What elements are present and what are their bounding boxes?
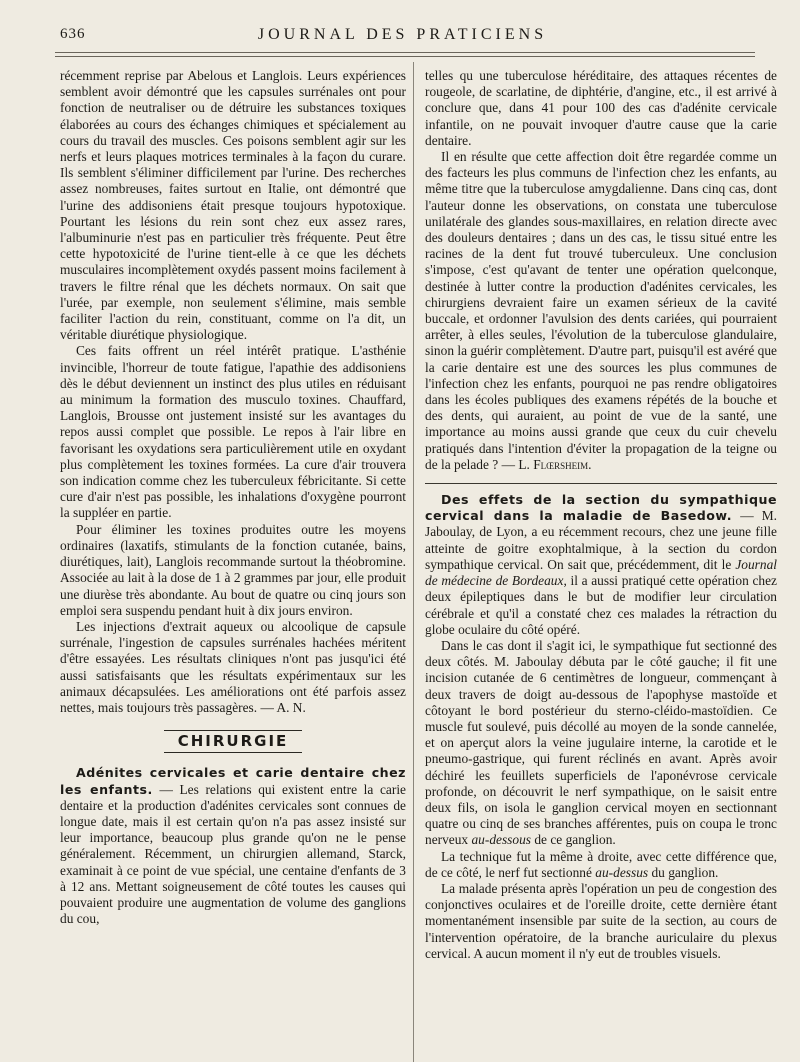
article-basedow-rest: , il a aussi pratiqué cette opération chez deux épileptiques dans le but de modifier leur circulation cérébrale et qu'il a constaté chez ces malades la rétraction du globe oculaire du côté opéré. [425, 573, 777, 637]
article-adenites-text: — Les relations qui existent entre la carie dentaire et la production d'adénites cervicales sont connues de longue date, mais il est certain qu'on n'a pas assez insisté sur leur importance, beaucoup plus grande qu'on ne le pense généralement. Récemment, un chirurgien allemand, Starck, examinait à ce point de vue spécial, une centaine d'enfants de 3 à 12 ans. Mettant soigneusement de côté toutes les causes qui pouvaient produire une augmentation de volume des ganglions du cou, [60, 781, 406, 927]
right-continuation: telles qu une tuberculose héréditaire, des attaques récentes de rougeole, de scarlatine, de diphtérie, d'angine, etc., il est arrivé à conclure que, dans 41 pour 100 des cas d'adénite cervicale infantile, on ne pouvait invoquer d'autre cause que la carie dentaire. [425, 68, 777, 148]
article-basedow-title: Des effets de la section du sympathique cervical dans la maladie de Basedow. [425, 492, 777, 524]
right-paragraph-5-text: La technique fut la même à droite, avec cette différence que, de ce côté, le nerf fut sectionné [425, 848, 777, 880]
article-adenites [60, 765, 406, 927]
right-paragraph-4-end: de ce ganglion. [531, 832, 616, 848]
journal-citation: Journal de médecine de Bordeaux [425, 556, 777, 589]
left-paragraph-1: récemment reprise par Abelous et Langlois. Leurs expériences semblent avoir démontré que les capsules surrénales ont pour fonction de neutraliser ou de détruire les substances toxiques élaborées au cours des échanges chimiques et spécialement au cours du travail des muscles. Ces poisons semblent agir sur les nerfs et leurs plaques motrices terminales à la façon du curare. Ils semblent s'éliminer difficilement par l'urine. Des recherches assez nombreuses, faites surtout en Italie, ont démontré que l'urine des addisoniens était presque toujours hypotoxique. Pourtant les lésions du rein sont chez eux assez rares, l'albuminurie n'est pas en particulier très fréquente. Peut être cette hypotoxicité de l'urine tient-elle à ce que les déchets musculaires incomplètement oxydés passent moins facilement à travers le filtre rénal que les déchets normaux. On sait que l'urée, par exemple, non seulement s'élimine, mais semble faciliter l'action du rein, constituant, comme on l'a dit, un véritable diurétique physiologique. [60, 68, 406, 343]
article-adenites-title: Adénites cervicales et carie dentaire chez les enfants. [60, 765, 406, 797]
right-paragraph-2 [425, 149, 777, 473]
page-number: 636 [60, 26, 86, 42]
emphasis-au-dessus: au-dessus [595, 864, 649, 880]
section-heading-label: CHIRURGIE [164, 730, 303, 753]
section-heading [60, 730, 406, 753]
right-paragraph-5 [425, 849, 777, 881]
article-basedow-lead: — M. Jaboulay, de Lyon, a eu récemment recours, chez une jeune fille atteinte de goitre exophtalmique, à la section du cordon sympathique cervical. On sait que, précédemment, dit le [425, 508, 777, 572]
left-column [60, 68, 406, 927]
author-signature: Flœrsheim. [533, 456, 592, 472]
page-header [50, 26, 755, 48]
journal-title: JOURNAL DES PRATICIENS [257, 26, 548, 43]
left-paragraph-2: Ces faits offrent un réel intérêt pratique. L'asthénie invincible, l'horreur de toute fatigue, l'apathie des addisoniens dès le début deviennent un instinct des plus utiles en réduisant au minimum la formation des musculo toxines. Chauffard, Langlois, Brousse ont justement insisté sur les avantages du repos aussi complet que possible. Le repos à l'air libre en favorisant les oxydations sera particulièrement utile en oxydant plus complètement les toxines formées. La cure d'air trouvera son indication comme chez les tuberculeux fébricitante. Si cette cure d'air n'est pas possible, les inhalations d'oxygène pourront la suppléer en partie. [60, 343, 406, 521]
right-paragraph-4 [425, 638, 777, 849]
header-rule-top [55, 52, 755, 53]
right-paragraph-6: La malade présenta après l'opération un peu de congestion des conjonctives oculaires et de l'oreille droite, cette dernière étant momentanément insensible par suite de la section, au cours de l'intervention opératoire, de la branche auriculaire du plexus cervical. A aucun moment il n'y eut de troubles visuels. [425, 880, 777, 961]
left-paragraph-4: Les injections d'extrait aqueux ou alcoolique de capsule surrénale, l'ingestion de capsules surrénales hachées méritent d'être essayées. Les résultats cliniques n'ont pas jusqu'ici été aussi satisfaisants que les résultats expérimentaux sur les animaux décapsulées. Les améliorations ont été parfois assez nettes, mais toujours très passagères. — A. N. [60, 618, 406, 715]
right-paragraph-5-end: du ganglion. [648, 864, 719, 880]
header-rule-bottom [55, 56, 755, 57]
article-separator [425, 483, 777, 484]
emphasis-au-dessous: au-dessous [471, 832, 531, 848]
article-basedow [425, 492, 777, 638]
right-column [425, 68, 777, 962]
column-divider [413, 62, 414, 1062]
right-paragraph-2-text: Il en résulte que cette affection doit être regardée comme un des facteurs les plus communs de l'infection chez les enfants, au même titre que la tuberculose amygdalienne. Dans cinq cas, dont l'auteur donne les observations, on constata une tuberculose unilatérale des glandes sous-maxillaires, en relation directe avec des douleurs dentaires ; dans un des cas, le tissu situé entre les racines de la dent fut trouvé tuberculeux. Une conclusion s'impose, c'est qu'avant de tenter une opération quelconque, destinée à lutter contre la production d'adénites cervicales, les chirurgiens devraient faire un examen sérieux de la cavité buccale, et ordonner l'avulsion des dents cariées, qui pourraient arrêter, à elles seules, l'évolution de la tuberculose glandulaire, sinon la guérir complètement. D'autre part, puisqu'il est avéré que la carie dentaire est une des sources les plus communes de l'infection chez les enfants, pourquoi ne pas rendre obligatoires dans les écoles publiques des examens répétés de la bouche et des dents, qui auraient, au point de vue de la santé, une importance au moins aussi grande que ceux du cuir chevelu pratiqués dans l'intention d'éviter la propagation de la teigne ou de la pelade ? — L. [425, 149, 777, 472]
right-paragraph-4-text: Dans le cas dont il s'agit ici, le sympathique fut sectionné des deux côtés. M. Jaboulay débuta par le côté gauche; il fit une incision cutanée de 6 centimètres de longueur, commençant à deux travers de doigt au-dessous de l'apophyse mastoïde et côtoyant le bord postérieur du sterno-cléido-mastoïdien. Ce muscle fut soulevé, puis décollé au moyen de la sonde cannelée, et on aperçut alors la veine jugulaire interne, la carotide et le pneumo-gastrique, qui furent réclinés en avant. Après avoir déchiré les feuillets superficiels de l'aponévrose cervicale profonde, on découvrit le nerf sympathique, on le saisit entre deux fils, on isola le ganglion cervical moyen en sectionnant quatre ou cinq de ses branches afférentes, puis on coupa le tronc nerveux [425, 637, 777, 848]
left-paragraph-3: Pour éliminer les toxines produites outre les moyens ordinaires (laxatifs, stimulants de la fonction cutanée, bains, diurétiques, lait), Langlois recommande surtout la théobromine. Associée au lait à la dose de 1 à 2 grammes par jour, elle produit une diurèse très abondante. Au bout de quatre ou cinq jours son emploi sera suspendu pendant huit à dix jours environ. [60, 521, 406, 618]
